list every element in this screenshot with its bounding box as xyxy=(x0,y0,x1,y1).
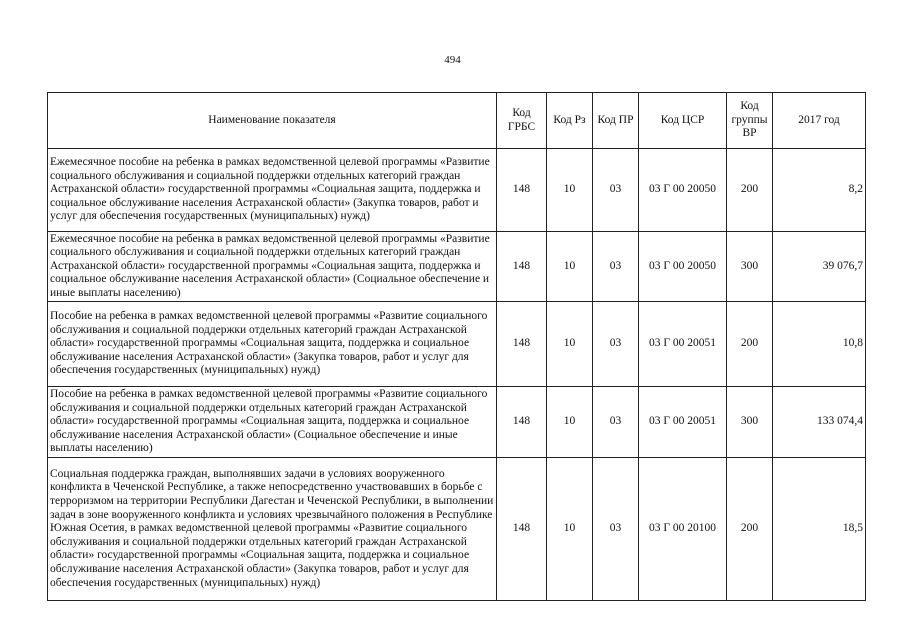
row-name: Пособие на ребенка в рамках ведомственной целевой программы «Развитие социального обслуживания и социальной поддержки отдельных категорий граждан Астраханской области» государственной программы «Социальная защита, поддержка и социальное обслуживание населения Астраханской области» (Социальное обеспечение и иные выплаты населению) xyxy=(48,387,497,458)
row-pr: 03 xyxy=(593,302,639,387)
row-pr: 03 xyxy=(593,232,639,302)
row-name: Социальная поддержка граждан, выполнявших задачи в условиях вооруженного конфликта в Чеченской Республике, а также непосредственно участвовавших в борьбе с терроризмом на территории Республики Дагестан и Чеченской Республики, в выполнении задач в зоне вооруженного конфликта и условиях чрезвычайного положения в Республике Южная Осетия, в рамках ведомственной целевой программы «Развитие социального обслуживания и социальной поддержки отдельных категорий граждан Астраханской области» государственной программы «Социальная защита, поддержка и социальное обслуживание населения Астраханской области» (Закупка товаров, работ и услуг для обеспечения государственных (муниципальных) нужд) xyxy=(48,458,497,601)
header-grbs: Код ГРБС xyxy=(497,93,547,149)
table-row xyxy=(48,149,866,232)
row-rz: 10 xyxy=(547,387,593,458)
row-rz: 10 xyxy=(547,232,593,302)
row-amount: 18,5 xyxy=(773,458,866,601)
row-csr: 03 Г 00 20051 xyxy=(639,302,727,387)
row-vr: 300 xyxy=(727,387,773,458)
row-grbs: 148 xyxy=(497,458,547,601)
row-pr: 03 xyxy=(593,458,639,601)
row-amount: 8,2 xyxy=(773,149,866,232)
header-vr: Код группы ВР xyxy=(727,93,773,149)
budget-table xyxy=(47,92,866,601)
row-vr: 200 xyxy=(727,302,773,387)
row-rz: 10 xyxy=(547,149,593,232)
table-header-row xyxy=(48,93,866,149)
row-pr: 03 xyxy=(593,387,639,458)
row-grbs: 148 xyxy=(497,302,547,387)
row-csr: 03 Г 00 20050 xyxy=(639,149,727,232)
row-name: Пособие на ребенка в рамках ведомственной целевой программы «Развитие социального обслуживания и социальной поддержки отдельных категорий граждан Астраханской области» государственной программы «Социальная защита, поддержка и социальное обслуживание населения Астраханской области» (Закупка товаров, работ и услуг для обеспечения государственных (муниципальных) нужд) xyxy=(48,302,497,387)
row-name: Ежемесячное пособие на ребенка в рамках ведомственной целевой программы «Развитие социального обслуживания и социальной поддержки отдельных категорий граждан Астраханской области» государственной программы «Социальная защита, поддержка и социальное обслуживание населения Астраханской области» (Социальное обеспечение и иные выплаты населению) xyxy=(48,232,497,302)
header-year: 2017 год xyxy=(773,93,866,149)
row-vr: 200 xyxy=(727,149,773,232)
row-amount: 39 076,7 xyxy=(773,232,866,302)
row-grbs: 148 xyxy=(497,387,547,458)
header-pr: Код ПР xyxy=(593,93,639,149)
row-amount: 10,8 xyxy=(773,302,866,387)
row-amount: 133 074,4 xyxy=(773,387,866,458)
table-row xyxy=(48,302,866,387)
row-csr: 03 Г 00 20100 xyxy=(639,458,727,601)
row-rz: 10 xyxy=(547,458,593,601)
header-rz: Код Рз xyxy=(547,93,593,149)
row-grbs: 148 xyxy=(497,232,547,302)
table-row xyxy=(48,232,866,302)
table-row xyxy=(48,458,866,601)
row-grbs: 148 xyxy=(497,149,547,232)
row-rz: 10 xyxy=(547,302,593,387)
header-csr: Код ЦСР xyxy=(639,93,727,149)
header-name: Наименование показателя xyxy=(48,93,497,149)
row-csr: 03 Г 00 20050 xyxy=(639,232,727,302)
row-name: Ежемесячное пособие на ребенка в рамках ведомственной целевой программы «Развитие социального обслуживания и социальной поддержки отдельных категорий граждан Астраханской области» государственной программы «Социальная защита, поддержка и социальное обслуживание населения Астраханской области» (Закупка товаров, работ и услуг для обеспечения государственных (муниципальных) нужд) xyxy=(48,149,497,232)
table-row xyxy=(48,387,866,458)
page-number: 494 xyxy=(444,54,461,66)
row-csr: 03 Г 00 20051 xyxy=(639,387,727,458)
row-vr: 200 xyxy=(727,458,773,601)
row-vr: 300 xyxy=(727,232,773,302)
row-pr: 03 xyxy=(593,149,639,232)
